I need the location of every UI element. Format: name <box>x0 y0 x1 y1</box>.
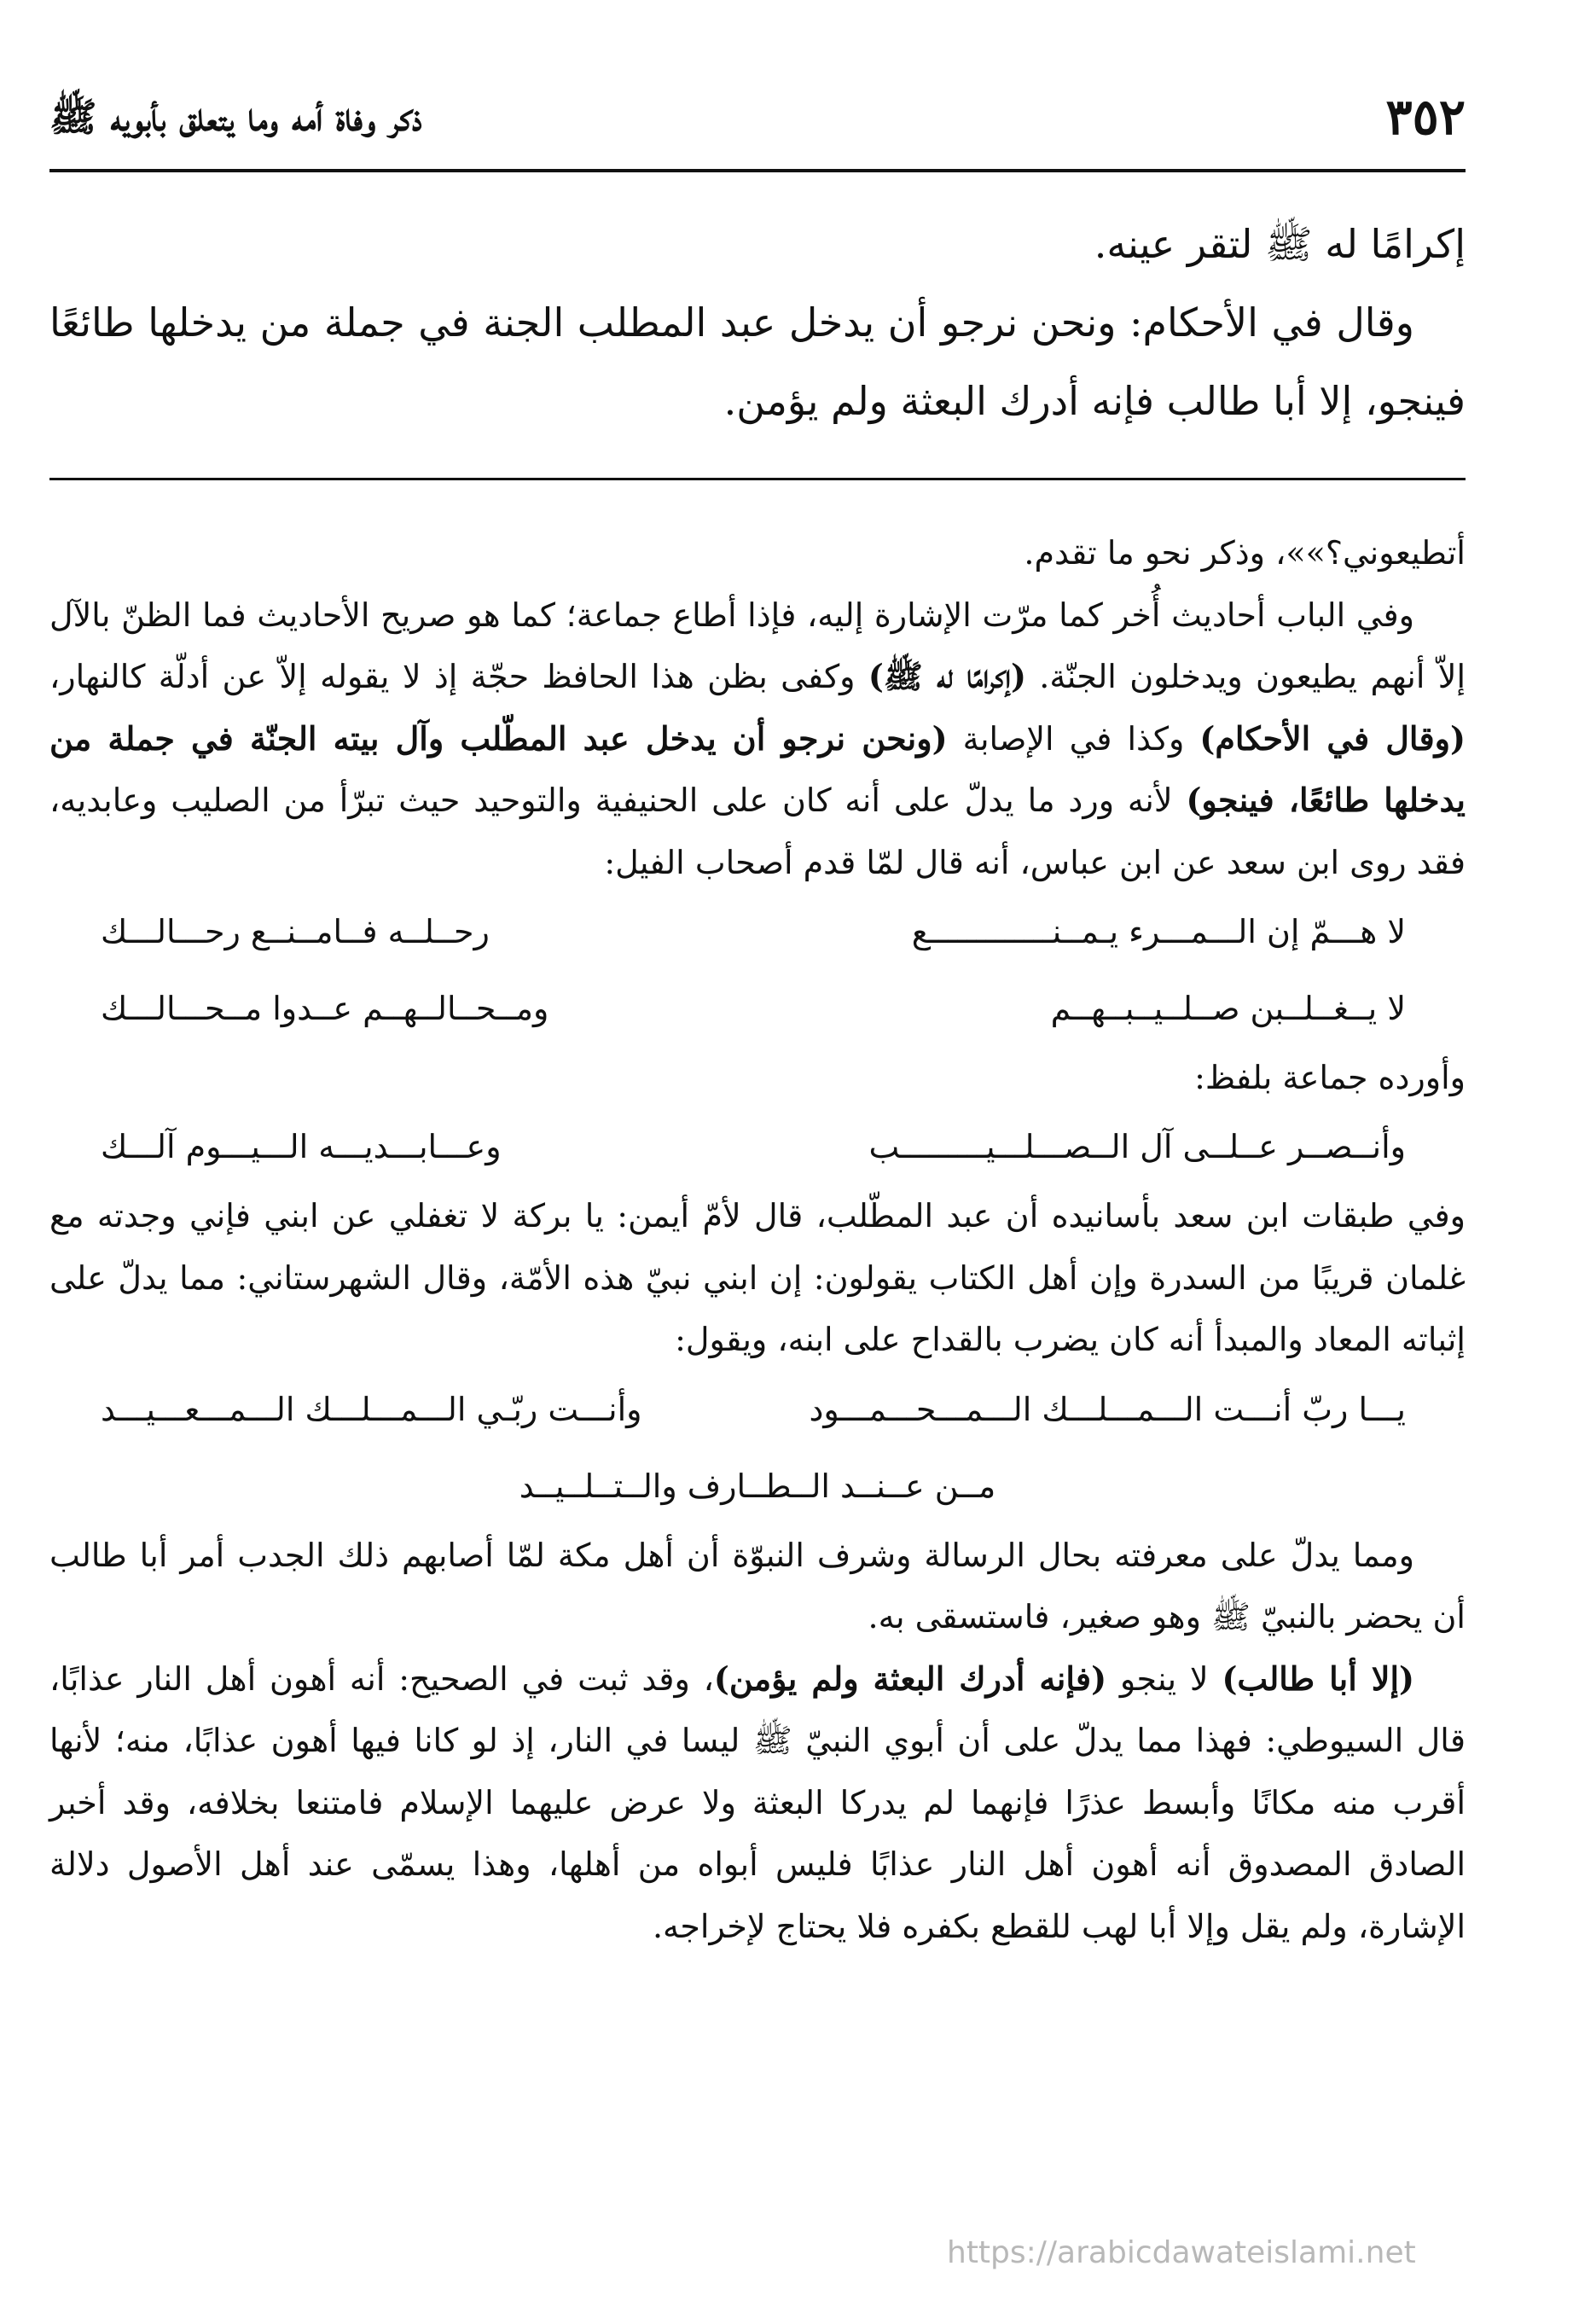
quoted-text: (إكرامًا له ﷺ) <box>868 657 1026 695</box>
commentary-paragraph: ومما يدلّ على معرفته بحال الرسالة وشرف النبوّة أن أهل مكة لمّا أصابهم ذلك الجدب أمر أبا طالب أن يحضر بالنبيّ ﷺ وهو صغير، فاستسقى به. <box>49 1536 1466 1636</box>
main-text <box>49 205 1466 440</box>
poem-verse <box>49 970 1466 1047</box>
poem-verse-single: مــن عــنــد الــطــارف والــتــلــيــد <box>519 1467 996 1505</box>
text-run: لا ينجو <box>1106 1659 1222 1698</box>
commentary-paragraph <box>49 1648 1466 1958</box>
website-watermark: https://arabicdawateislami.net <box>947 2235 1416 2270</box>
verse-first-hemistich: وأنــصــر عــلــى آل الــصـــلـــيـــــــــب <box>868 1128 1406 1165</box>
commentary-paragraph: وفي طبقات ابن سعد بأسانيده أن عبد المطّلب، قال لأمّ أيمن: يا بركة لا تغفلي عن ابني فإني وجدته مع غلمان قريبًا من السدرة وإن أهل الكتاب يقولون: إن ابني نبيّ هذه الأمّة، وقال الشهرستاني: مما يدلّ على إثباته المعاد والمبدأ أنه كان يضرب بالقداح على ابنه، ويقول: <box>49 1197 1466 1358</box>
verse-second-hemistich: وعـــابـــديـــه الـــيـــوم آلـــك <box>101 1128 502 1165</box>
text-run: وكفى بظن هذا الحافظ حجّة إذ لا يقوله إلاّ عن أدلّة كالنهار، <box>49 658 868 695</box>
running-title: ذكر وفاة أمه وما يتعلق بأبويه ﷺ <box>49 94 422 140</box>
page-number: ٣٥٢ <box>1385 88 1466 146</box>
quoted-text: (ونحن نرجو أن يدخل عبد المطّلب وآل بيته الجنّة في جملة من يدخلها طائعًا، فينجو) <box>49 718 1466 819</box>
quoted-text: (إلا أبا طالب) <box>1222 1659 1414 1698</box>
poem-verse <box>49 1371 1466 1448</box>
verse-second-hemistich: ومــحــالــهــم عــدوا مــحـــالـــك <box>101 990 549 1027</box>
main-text-line: إكرامًا له ﷺ لتقر عينه. <box>1094 221 1466 267</box>
text-run: وفي الباب أحاديث أُخر كما مرّت الإشارة إليه، فإذا أطاع جماعة؛ كما هو صريح الأحاديث فما الظنّ بالآل إلاّ أنهم يطيعون ويدخلون الجنّة. <box>49 596 1466 695</box>
verse-first-hemistich: لا يــغــلــبن صــلــيــبــهــم <box>1050 990 1406 1027</box>
verse-first-hemistich: يـــا ربّ أنـــت الـــمـــلـــك الـــمـــحـــمـــود <box>809 1390 1406 1428</box>
poem-verse <box>49 893 1466 970</box>
verse-first-hemistich: لا هـــمّ إن الـــمـــرء يـمــنـــــــــــــع <box>911 913 1406 950</box>
narration-label: وأورده جماعة بلفظ: <box>1194 1059 1466 1096</box>
commentary <box>49 522 1466 1957</box>
header-divider <box>49 169 1466 172</box>
quoted-text: (وقال في الأحكام) <box>1199 718 1466 758</box>
main-text-paragraph: وقال في الأحكام: ونحن نرجو أن يدخل عبد المطلب الجنة في جملة من يدخلها طائعًا فينجو، إلا أبا طالب فإنه أدرك البعثة ولم يؤمن. <box>49 299 1466 424</box>
verse-second-hemistich: رحــلــه فــامــنــع رحـــالـــك <box>101 913 490 950</box>
text-run: وكذا في الإصابة <box>947 719 1200 758</box>
text-run: ، وقد ثبت في الصحيح: أنه أهون أهل النار عذابًا، قال السيوطي: فهذا مما يدلّ على أن أبوي النبيّ ﷺ ليسا في النار، إذ لو كانا فيها أهون عذابًا، منه؛ لأنها أقرب منه مكانًا وأبسط عذرًا فإنهما لم يدركا البعثة ولا عرض عليهما الإسلام فامتنعا بخلافه، وقد أخبر الصادق المصدوق أنه أهون أهل النار عذابًا فليس أبواه من أهلها، وهذا يسمّى عند أهل الأصول دلالة الإشارة، ولم يقل وإلا أبا لهب للقطع بكفره فلا يحتاج لإخراجه. <box>49 1659 1466 1945</box>
poem-verse <box>49 1108 1466 1185</box>
commentary-paragraph: أتطيعوني؟»»، وذكر نحو ما تقدم. <box>1024 534 1466 572</box>
quoted-text: (فإنه أدرك البعثة ولم يؤمن) <box>713 1659 1107 1698</box>
commentary-paragraph <box>49 584 1466 894</box>
page-header <box>49 78 1466 155</box>
verse-second-hemistich: وأنـــت ربّـي الـــمـــلـــك الـــمـــعـــيـــد <box>101 1390 642 1428</box>
text-run: لأنه ورد ما يدلّ على أنه كان على الحنيفية والتوحيد حيث تبرّأ من الصليب وعابديه، فقد روى ابن سعد عن ابن عباس، أنه قال لمّا قدم أصحاب الفيل: <box>49 781 1466 881</box>
commentary-divider <box>49 478 1466 480</box>
